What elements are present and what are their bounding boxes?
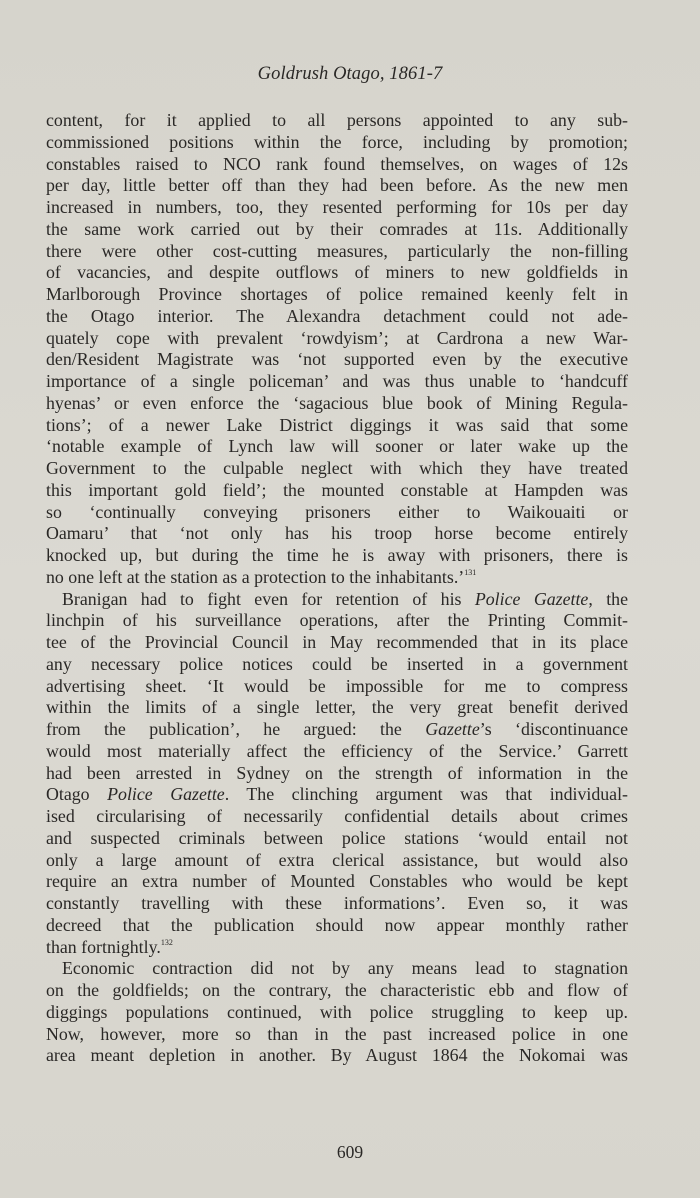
text-line xyxy=(46,393,628,415)
text-line xyxy=(46,850,628,872)
text-line xyxy=(46,763,628,785)
text-run: had been arrested in Sydney on the strength of information in the xyxy=(46,762,628,783)
text-line xyxy=(46,132,628,154)
text-line xyxy=(46,262,628,284)
text-line xyxy=(46,958,628,980)
text-line xyxy=(46,523,628,545)
text-run: require an extra number of Mounted Constables who would be kept xyxy=(46,871,628,892)
text-line xyxy=(46,654,628,676)
text-line xyxy=(46,219,628,241)
text-line xyxy=(46,241,628,263)
running-head: Goldrush Otago, 1861-7 xyxy=(257,64,443,84)
text-run: linchpin of his surveillance operations, after the Printing Commit- xyxy=(46,610,628,631)
text-run: from the publication’, he argued: the xyxy=(46,719,426,739)
text-line xyxy=(46,458,628,480)
text-line xyxy=(46,980,628,1002)
text-run: constables raised to NCO rank found themselves, on wages of 12s xyxy=(46,153,628,174)
footnote-marker: 131 xyxy=(464,567,477,577)
text-line xyxy=(46,697,628,719)
text-run: advertising sheet. ‘It would be impossible for me to compress xyxy=(46,675,628,696)
text-run: per day, little better off than they had been before. As the new men xyxy=(46,175,628,196)
text-run: Government to the culpable neglect with which they have treated xyxy=(46,458,628,478)
text-line xyxy=(46,480,628,502)
text-run: ’s ‘discontinuance xyxy=(479,719,628,739)
text-line xyxy=(46,1045,628,1067)
text-line xyxy=(46,328,628,350)
text-line xyxy=(46,741,628,763)
text-run: content, for it applied to all persons appointed to any sub- xyxy=(46,110,628,130)
text-run: tions’; of a newer Lake District diggings it was said that some xyxy=(46,414,628,435)
text-line xyxy=(46,676,628,698)
text-line xyxy=(46,828,628,850)
text-run: diggings populations continued, with police struggling to keep up. xyxy=(46,1001,628,1022)
text-run: this important gold field’; the mounted constable at Hampden was xyxy=(46,479,628,500)
footnote-marker: 132 xyxy=(160,937,173,947)
text-run: Branigan had to fight even for retention of his xyxy=(62,588,475,609)
text-line xyxy=(46,719,628,741)
text-run: only a large amount of extra clerical assistance, but would also xyxy=(46,849,628,870)
text-line xyxy=(46,784,628,806)
text-run: any necessary police notices could be inserted in a government xyxy=(46,653,628,674)
text-line xyxy=(46,915,628,937)
text-run: Economic contraction did not by any means lead to stagnation xyxy=(62,958,628,979)
text-run: ised circularising of necessarily confidential details about crimes xyxy=(46,806,628,826)
text-line xyxy=(46,610,628,632)
text-run: Oamaru’ that ‘not only has his troop horse become entirely xyxy=(46,523,628,544)
text-run: constantly travelling with these informations’. Even so, it was xyxy=(46,893,628,913)
text-line xyxy=(46,1024,628,1046)
text-run: tee of the Provincial Council in May recommended that in its place xyxy=(46,632,628,652)
body-text xyxy=(46,110,628,1067)
text-run: Now, however, more so than in the past increased police in one xyxy=(46,1023,628,1044)
italic-title: Police Gazette xyxy=(474,588,589,609)
text-run: of vacancies, and despite outflows of miners to new goldfields in xyxy=(46,262,628,283)
text-run: so ‘continually conveying prisoners either to Waikouaiti or xyxy=(46,501,628,522)
text-line xyxy=(46,567,628,589)
text-run: within the limits of a single letter, the very great benefit derived xyxy=(46,697,628,718)
text-run: , the xyxy=(588,588,628,609)
text-run: than fortnightly. xyxy=(46,936,161,957)
text-run: area meant depletion in another. By August 1864 the Nokomai was xyxy=(46,1045,628,1066)
text-run: would most materially affect the efficiency of the Service.’ Garrett xyxy=(46,740,628,761)
text-line xyxy=(46,545,628,567)
italic-title: Gazette xyxy=(425,719,480,739)
text-run: . The clinching argument was that individual- xyxy=(224,784,628,805)
text-run: den/Resident Magistrate was ‘not supported even by the executive xyxy=(46,349,628,370)
text-line xyxy=(46,306,628,328)
text-line xyxy=(46,589,628,611)
text-run: ‘notable example of Lynch law will sooner or later wake up the xyxy=(46,436,628,457)
text-line xyxy=(46,1002,628,1024)
text-line xyxy=(46,175,628,197)
text-line xyxy=(46,871,628,893)
text-line xyxy=(46,349,628,371)
text-run: on the goldfields; on the contrary, the characteristic ebb and flow of xyxy=(46,980,628,1000)
text-run: hyenas’ or even enforce the ‘sagacious blue book of Mining Regula- xyxy=(46,392,628,413)
text-line xyxy=(46,415,628,437)
text-run: decreed that the publication should now appear monthly rather xyxy=(46,914,628,935)
text-run: quately cope with prevalent ‘rowdyism’; at Cardrona a new War- xyxy=(46,327,628,348)
text-line xyxy=(46,110,628,132)
text-run: knocked up, but during the time he is away with prisoners, there is xyxy=(46,545,628,565)
text-run: no one left at the station as a protection to the inhabitants.’ xyxy=(46,566,465,587)
text-line xyxy=(46,806,628,828)
text-line xyxy=(46,197,628,219)
text-run: the Otago interior. The Alexandra detachment could not ade- xyxy=(46,305,628,326)
text-line xyxy=(46,632,628,654)
text-run: increased in numbers, too, they resented performing for 10s per day xyxy=(46,197,628,217)
text-run: and suspected criminals between police stations ‘would entail not xyxy=(46,827,628,848)
text-line xyxy=(46,937,628,959)
text-line xyxy=(46,502,628,524)
text-run: the same work carried out by their comrades at 11s. Additionally xyxy=(46,218,628,239)
text-line xyxy=(46,284,628,306)
text-run: Otago xyxy=(46,784,108,805)
page-number: 609 xyxy=(336,1142,364,1162)
text-run: there were other cost-cutting measures, particularly the non-filling xyxy=(46,240,628,261)
text-line xyxy=(46,436,628,458)
text-line xyxy=(46,371,628,393)
text-run: Marlborough Province shortages of police remained keenly felt in xyxy=(46,284,628,304)
text-line xyxy=(46,154,628,176)
text-line xyxy=(46,893,628,915)
text-run: importance of a single policeman’ and was thus unable to ‘handcuff xyxy=(46,371,628,391)
text-run: commissioned positions within the force, including by promotion; xyxy=(46,131,628,152)
italic-title: Police Gazette xyxy=(107,784,225,805)
